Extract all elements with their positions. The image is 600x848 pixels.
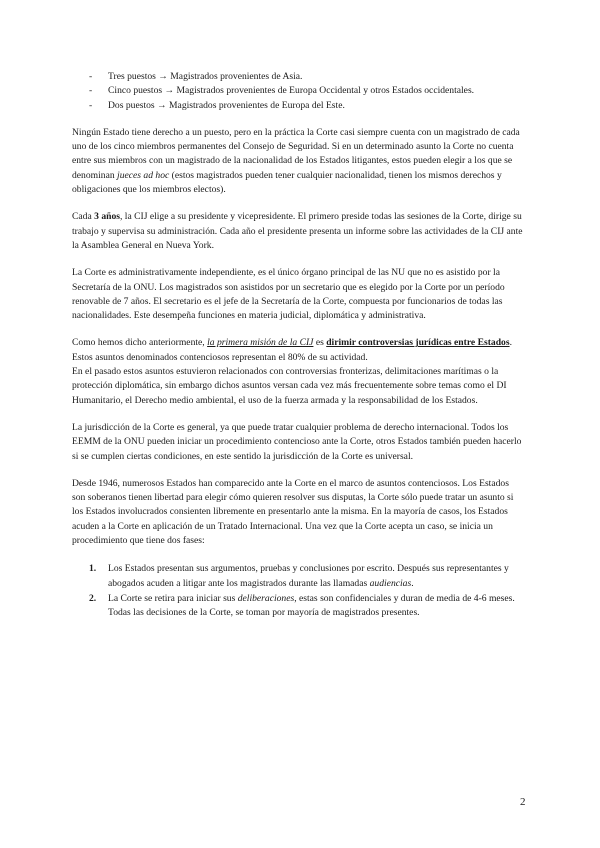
list-item — [72, 84, 524, 98]
page-number: 2 — [520, 796, 526, 808]
list-item — [72, 592, 524, 621]
procedure-phases-list — [72, 562, 524, 620]
list-item — [72, 562, 524, 591]
paragraph-secretariat: La Corte es administrativamente independiente, es el único órgano principal de las NU que no es asistido por la Secretaría de la ONU. Los magistrados son asistidos por un secretario que es elegido por la Corte por un período renovable de 7 años. El secretario es el jefe de la Secretaría de la Corte, compuesta por funcionarios de todas las nacionalidades. Este desempeña funciones en materia judicial, diplomática y administrativa. — [72, 267, 505, 322]
list-number: 2. — [89, 592, 97, 604]
italic-underlined-term: la primera misión de la CIJ — [207, 337, 314, 349]
text-run: Como hemos dicho anteriormente, — [72, 337, 208, 349]
text-run: es — [313, 337, 327, 349]
paragraph-ad-hoc-judges — [72, 126, 524, 197]
paragraph-jurisdiction: La jurisdicción de la Corte es general, ya que puede tratar cualquier problema de derecho internacional. Todos los EEMM de la ONU pueden iniciar un procedimiento contencioso ante la Corte, otros Estados también pueden hacerlo si se cumplen ciertas condiciones, en este sentido la jurisdicción de la Corte es universal. — [72, 421, 522, 462]
page-body — [72, 70, 524, 622]
list-item — [72, 99, 524, 113]
paragraph-president — [72, 210, 524, 253]
dash-bullet: - — [89, 99, 93, 111]
list-item-text: Tres puestos → Magistrados provenientes de Asia. — [108, 71, 303, 82]
paragraph-procedure: Desde 1946, numerosos Estados han comparecido ante la Corte en el marco de asuntos contenciosos. Los Estados son soberanos tienen libertad para elegir cómo quieren resolver sus disputas, la Corte sólo puede tratar un asunto si los Estados involucrados consienten libremente en presentarlo ante la misma. En la mayoría de casos, los Estados acuden a la Corte en aplicación de un Tratado Internacional. Una vez que la Corte acepta un caso, se inicia un procedimiento que tiene dos fases: — [72, 477, 514, 547]
text-run: . Estos asuntos denominados contenciosos representan el 80% de su actividad. — [72, 337, 512, 363]
text-run: , la CIJ elige a su presidente y vicepresidente. El primero preside todas las sesiones de la Corte, dirige su trabajo y supervisa su administración. Cada año el presidente presenta un informe sobre las actividades de la CIJ ante la Asamblea General en Nueva York. — [72, 211, 523, 251]
region-seat-list — [72, 70, 524, 113]
text-run: Los Estados presentan sus argumentos, pruebas y conclusiones por escrito. Después sus representantes y abogados acuden a litigar ante los magistrados durante las llamadas — [108, 563, 509, 589]
text-run: La Corte se retira para iniciar sus — [108, 592, 238, 604]
list-item-text: Cinco puestos → Magistrados provenientes de Europa Occidental y otros Estados occidentales. — [108, 85, 475, 97]
dash-bullet: - — [89, 85, 93, 97]
text-run: (estos magistrados pueden tener cualquier nacionalidad, tienen los mismos derechos y obligaciones que los miembros electos). — [72, 169, 502, 196]
list-item — [72, 70, 524, 84]
dash-bullet: - — [89, 71, 93, 82]
text-run: . — [411, 577, 414, 589]
italic-term: deliberaciones — [237, 592, 295, 604]
italic-term: jueces ad hoc — [117, 169, 170, 181]
list-item-text: Dos puestos → Magistrados provenientes de Europa del Este. — [108, 99, 345, 111]
paragraph-contentious-cases — [72, 336, 524, 365]
paragraph-contentious-history: En el pasado estos asuntos estuvieron relacionados con controversias fronterizas, delimitaciones marítimas o la protección diplomática, sin embargo dichos asuntos versan cada vez más frecuentemente sobre temas como el DI Humanitario, el Derecho medio ambiental, el uso de la fuerza armada y la responsabilidad de los Estados. — [72, 366, 507, 406]
text-run: Ningún Estado tiene derecho a un puesto, pero en la práctica la Corte casi siempre cuenta con un magistrado de cada uno de los cinco miembros permanentes del Consejo de Seguridad. Si en un determinado asunto la Corte no cuenta entre sus miembros con un magistrado de la nacionalidad de los Estados litigantes, estos pueden elegir a los que se denominan — [72, 126, 520, 181]
list-number: 1. — [89, 563, 97, 575]
italic-term: audiencias — [369, 577, 412, 589]
bold-term: 3 años — [94, 211, 120, 223]
text-run: , estas son confidenciales y duran de media de 4-6 meses. Todas las decisiones de la Corte, se toman por mayoría de magistrados presentes. — [108, 592, 515, 619]
text-run: Cada — [72, 211, 95, 223]
bold-underlined-term: dirimir controversias jurídicas entre Estados — [326, 337, 510, 349]
